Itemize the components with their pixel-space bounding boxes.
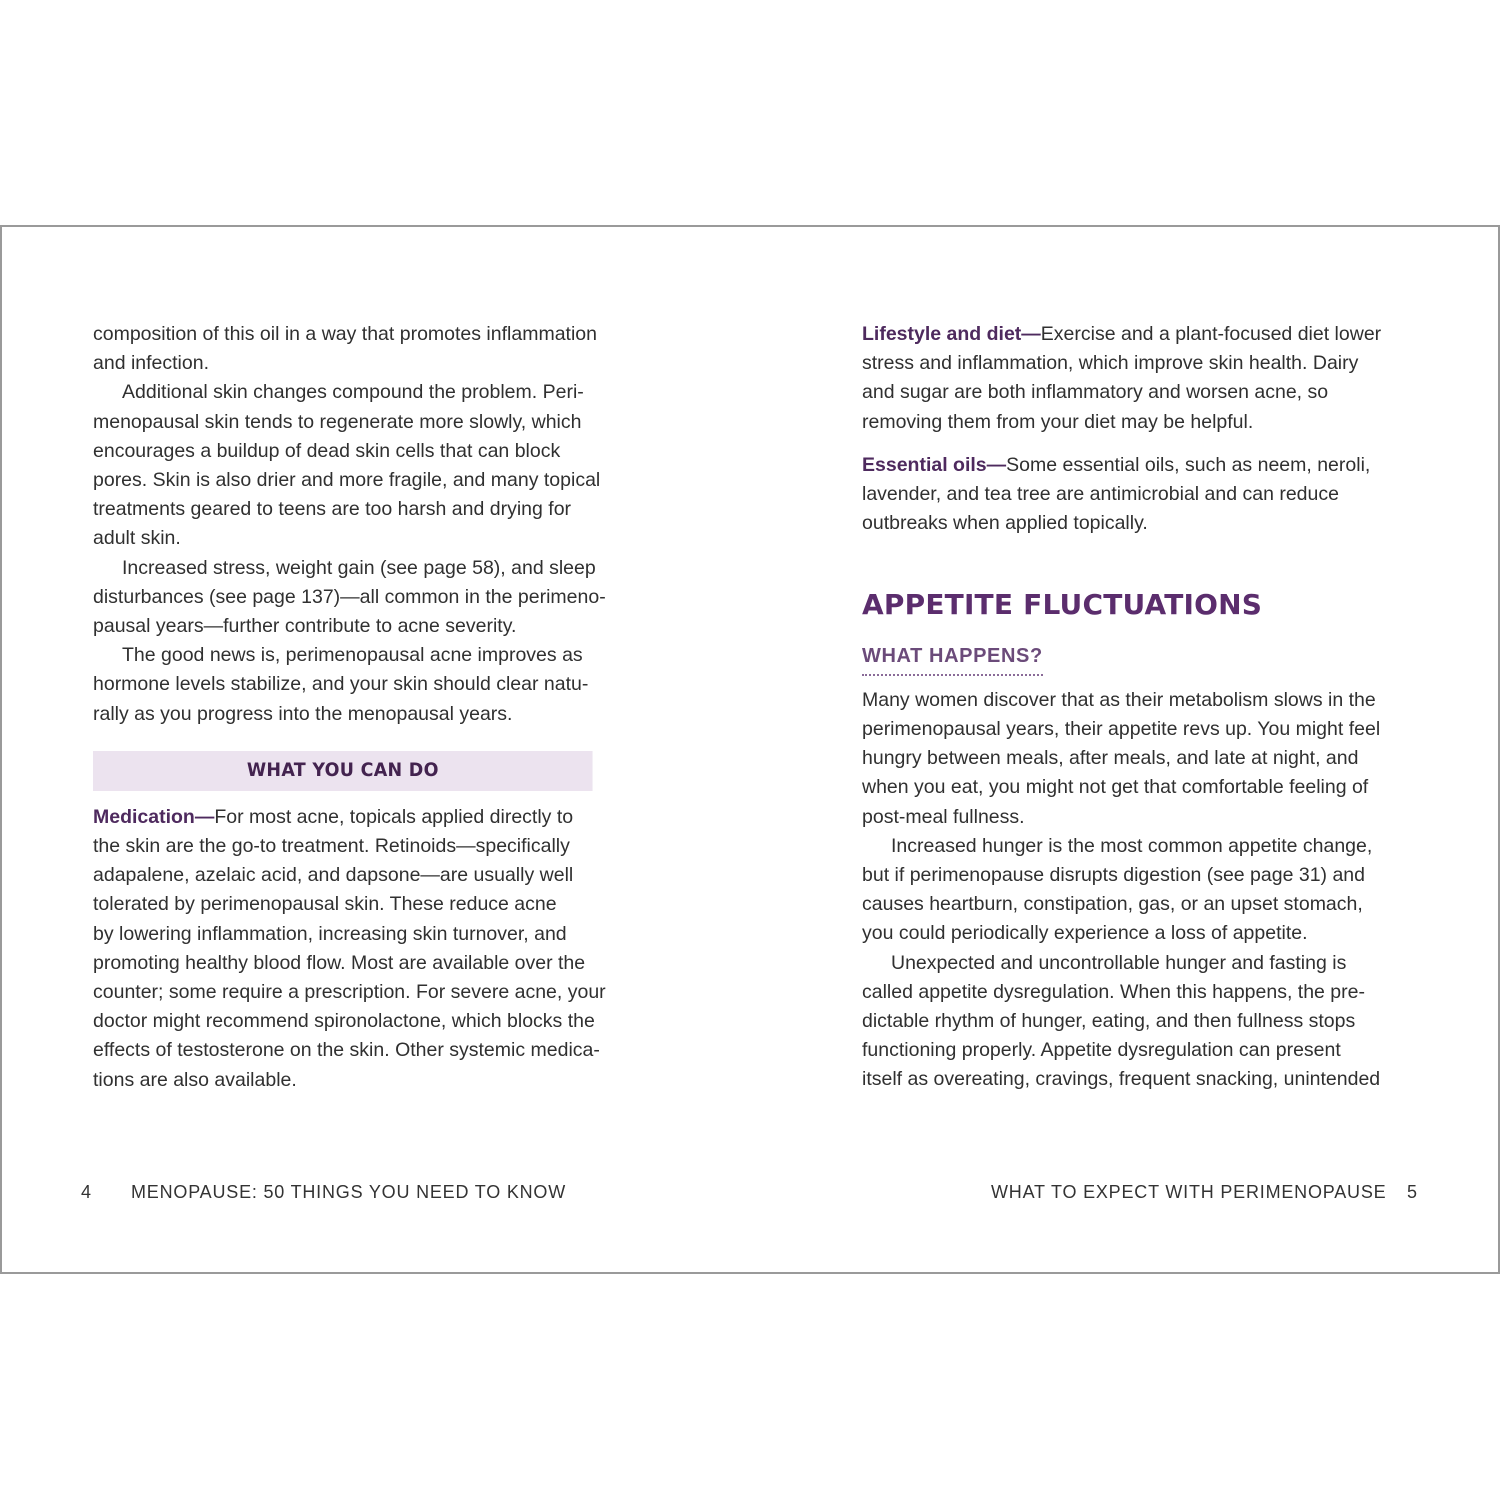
text-line: dictable rhythm of hunger, eating, and then fullness stops (862, 1010, 1356, 1033)
left-page-number: 4 (81, 1182, 92, 1202)
text-line: encourages a buildup of dead skin cells that can block (93, 439, 561, 462)
text-line: counter; some require a prescription. For severe acne, your (93, 981, 606, 1004)
text-line: effects of testosterone on the skin. Other systemic medica- (93, 1039, 600, 1062)
text-line: menopausal skin tends to regenerate more slowly, which (93, 410, 582, 433)
text-line: Additional skin changes compound the problem. Peri- (122, 381, 584, 404)
text-line: called appetite dysregulation. When this happens, the pre- (862, 980, 1365, 1003)
text-line: Increased hunger is the most common appetite change, (891, 834, 1373, 857)
text-line: but if perimenopause disrupts digestion (see page 31) and (862, 864, 1365, 887)
text-line: composition of this oil in a way that promotes inflammation (93, 323, 597, 345)
what-you-can-do-heading: WHAT YOU CAN DO (93, 751, 593, 791)
text-line: the skin are the go-to treatment. Retinoids—specifically (93, 835, 570, 858)
text-line: Increased stress, weight gain (see page 58), and sleep (122, 556, 596, 579)
lifestyle-label: Lifestyle and diet— (862, 323, 1041, 345)
left-para-1 (93, 320, 623, 378)
text-line: Many women discover that as their metabolism slows in the (862, 688, 1376, 711)
text-line: outbreaks when applied topically. (862, 512, 1148, 535)
text-line: The good news is, perimenopausal acne improves as (122, 644, 583, 667)
text-line: hungry between meals, after meals, and late at night, and (862, 747, 1359, 770)
left-para-3 (93, 554, 623, 642)
text-line: stress and inflammation, which improve skin health. Dairy (862, 352, 1359, 375)
text-line: rally as you progress into the menopausal years. (93, 702, 513, 725)
text-line: removing them from your diet may be helpful. (862, 410, 1254, 433)
right-para-1 (862, 686, 1397, 832)
text-line: causes heartburn, constipation, gas, or an upset stomach, (862, 893, 1363, 916)
text-line: promoting healthy blood flow. Most are available over the (93, 951, 586, 974)
text-line: functioning properly. Appetite dysregulation can present (862, 1039, 1341, 1062)
text-line: by lowering inflammation, increasing skin turnover, and (93, 922, 567, 945)
text-line: you could periodically experience a loss of appetite. (862, 922, 1308, 945)
text-line: and infection. (93, 352, 210, 375)
right-page-body (862, 320, 1397, 1095)
text-line: post-meal fullness. (862, 805, 1025, 828)
text-line: disturbances (see page 137)—all common in the perimeno- (93, 585, 606, 608)
text-line: itself as overeating, cravings, frequent snacking, unintended (862, 1068, 1381, 1091)
left-para-2 (93, 378, 623, 553)
right-para-3 (862, 949, 1397, 1095)
text-line: Exercise and a plant-focused diet lower (1040, 323, 1382, 345)
section-title: APPETITE FLUCTUATIONS (862, 588, 1263, 622)
text-line: doctor might recommend spironolactone, which blocks the (93, 1010, 595, 1033)
text-line: hormone levels stabilize, and your skin should clear natu- (93, 673, 589, 696)
right-running-title: WHAT TO EXPECT WITH PERIMENOPAUSE (991, 1182, 1387, 1202)
text-line: pores. Skin is also drier and more fragile, and many topical (93, 469, 601, 492)
text-line: adapalene, azelaic acid, and dapsone—are usually well (93, 864, 574, 887)
text-line: pausal years—further contribute to acne severity. (93, 615, 517, 638)
oils-label: Essential oils— (862, 453, 1007, 476)
left-page-body (93, 320, 623, 1095)
medication-para (93, 803, 623, 1095)
text-line: Unexpected and uncontrollable hunger and fasting is (891, 951, 1347, 974)
text-line: tions are also available. (93, 1068, 297, 1091)
oils-para (862, 451, 1397, 539)
text-line: tolerated by perimenopausal skin. These reduce acne (93, 893, 557, 916)
text-line: and sugar are both inflammatory and worsen acne, so (862, 381, 1329, 404)
text-line: adult skin. (93, 527, 181, 550)
text-line: Some essential oils, such as neem, neroli, (1006, 453, 1371, 476)
right-page-number: 5 (1407, 1182, 1418, 1202)
left-running-title: MENOPAUSE: 50 THINGS YOU NEED TO KNOW (131, 1182, 567, 1202)
book-spread (0, 225, 1500, 1274)
left-para-4 (93, 641, 623, 729)
text-line: lavender, and tea tree are antimicrobial and can reduce (862, 483, 1339, 506)
text-line: perimenopausal years, their appetite revs up. You might feel (862, 718, 1381, 741)
lifestyle-para (862, 320, 1397, 437)
text-line: treatments geared to teens are too harsh and drying for (93, 498, 572, 521)
text-line: when you eat, you might not get that comfortable feeling of (862, 776, 1369, 799)
medication-label: Medication— (93, 805, 215, 828)
text-line: For most acne, topicals applied directly to (214, 805, 574, 828)
right-para-2 (862, 832, 1397, 949)
what-happens-subheading: WHAT HAPPENS? (862, 642, 1043, 676)
